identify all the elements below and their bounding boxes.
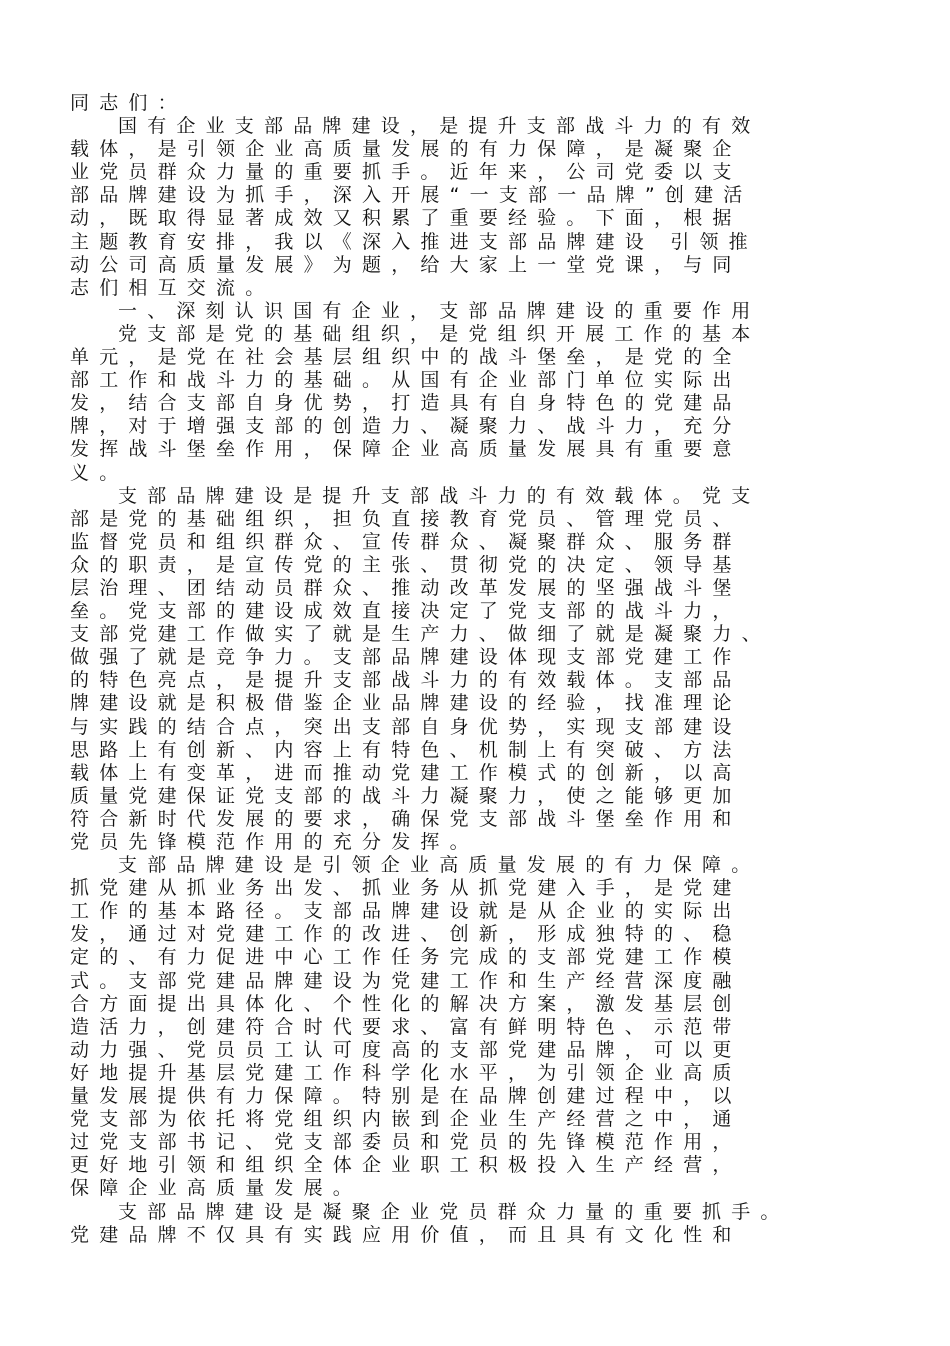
text-line: 支部品牌建设是提升支部战斗力的有效载体。党支 [118, 484, 761, 507]
text-line: 众的职责，是宣传党的主张、贯彻党的决定、领导基 [70, 553, 742, 576]
text-line: 单元，是党在社会基层组织中的战斗堡垒，是党的全 [70, 346, 742, 369]
text-line: 载体，是引领企业高质量发展的有力保障，是凝聚企 [70, 138, 742, 161]
text-line: 工作的基本路径。支部品牌建设就是从企业的实际出 [70, 900, 742, 923]
text-line: 牌建设就是积极借鉴企业品牌建设的经验，找准理论 [70, 692, 742, 715]
text-line: 载体上有变革，进而推动党建工作模式的创新，以高 [70, 761, 742, 784]
text-line: 义。 [70, 461, 129, 484]
text-line: 动公司高质量发展》为题，给大家上一堂党课，与同 [70, 253, 742, 276]
text-line: 的特色亮点，是提升支部战斗力的有效载体。支部品 [70, 669, 742, 692]
text-line: 发，通过对党建工作的改进、创新，形成独特的、稳 [70, 923, 742, 946]
text-line: 党支部为依托将党组织内嵌到企业生产经营之中，通 [70, 1108, 742, 1131]
salutation: 同志们： [70, 92, 187, 114]
text-line: 质量党建保证党支部的战斗力凝聚力，使之能够更加 [70, 784, 742, 807]
text-line: 支部品牌建设是引领企业高质量发展的有力保障。 [118, 854, 761, 877]
text-line: 业党员群众力量的重要抓手。近年来，公司党委以支 [70, 161, 742, 184]
text-line: 造活力，创建符合时代要求、富有鲜明特色、示范带 [70, 1015, 742, 1038]
text-line: 好地提升基层党建工作科学化水平，为引领企业高质 [70, 1061, 742, 1084]
text-line: 动力强、党员员工认可度高的支部党建品牌，可以更 [70, 1038, 742, 1061]
text-line: 过党支部书记、党支部委员和党员的先锋模范作用， [70, 1131, 742, 1154]
text-line: 党支部是党的基础组织，是党组织开展工作的基本 [118, 322, 761, 345]
text-line: 定的、有力促进中心工作任务完成的支部党建工作模 [70, 946, 742, 969]
text-line: 抓党建从抓业务出发、抓业务从抓党建入手，是党建 [70, 877, 742, 900]
document-body [70, 92, 870, 1247]
text-line: 部品牌建设为抓手，深入开展“一支部一品牌”创建活 [70, 184, 753, 207]
text-line: 做强了就是竞争力。支部品牌建设体现支部党建工作 [70, 646, 742, 669]
text-line: 式。支部党建品牌建设为党建工作和生产经营深度融 [70, 969, 742, 992]
text-line: 符合新时代发展的要求，确保党支部战斗堡垒作用和 [70, 807, 742, 830]
text-line: 部是党的基础组织，担负直接教育党员、管理党员、 [70, 507, 742, 530]
text-line: 发，结合支部自身优势，打造具有自身特色的党建品 [70, 392, 742, 415]
text-line: 量发展提供有力保障。特别是在品牌创建过程中，以 [70, 1085, 742, 1108]
text-line: 党员先锋模范作用的充分发挥。 [70, 831, 479, 853]
text-line: 思路上有创新、内容上有特色、机制上有突破、方法 [70, 738, 742, 761]
text-line: 垒。党支部的建设成效直接决定了党支部的战斗力， [70, 600, 742, 623]
text-line: 更好地引领和组织全体企业职工积极投入生产经营， [70, 1154, 742, 1177]
text-line: 主题教育安排，我以《深入推进支部品牌建设 引领推 [70, 230, 758, 253]
text-line: 与实践的结合点，突出支部自身优势，实现支部建设 [70, 715, 742, 738]
text-line: 牌，对于增强支部的创造力、凝聚力、战斗力，充分 [70, 415, 742, 438]
text-line: 支部党建工作做实了就是生产力、做细了就是凝聚力、 [70, 623, 771, 646]
text-line: 层治理、团结动员群众、推动改革发展的坚强战斗堡 [70, 576, 742, 599]
text-line: 部工作和战斗力的基础。从国有企业部门单位实际出 [70, 369, 742, 392]
text-line: 党建品牌不仅具有实践应用价值，而且具有文化性和 [70, 1223, 742, 1246]
text-line: 发挥战斗堡垒作用，保障企业高质量发展具有重要意 [70, 438, 742, 461]
text-line: 动，既取得显著成效又积累了重要经验。下面，根据 [70, 207, 742, 230]
text-line: 支部品牌建设是凝聚企业党员群众力量的重要抓手。 [118, 1200, 790, 1223]
text-line: 监督党员和组织群众、宣传群众、凝聚群众、服务群 [70, 530, 742, 553]
text-line: 保障企业高质量发展。 [70, 1177, 363, 1200]
section-heading: 一、深刻认识国有企业，支部品牌建设的重要作用 [118, 299, 761, 322]
text-line: 合方面提出具体化、个性化的解决方案，激发基层创 [70, 992, 742, 1015]
text-line: 志们相互交流。 [70, 276, 275, 299]
text-line: 国有企业支部品牌建设，是提升支部战斗力的有效 [118, 115, 761, 138]
